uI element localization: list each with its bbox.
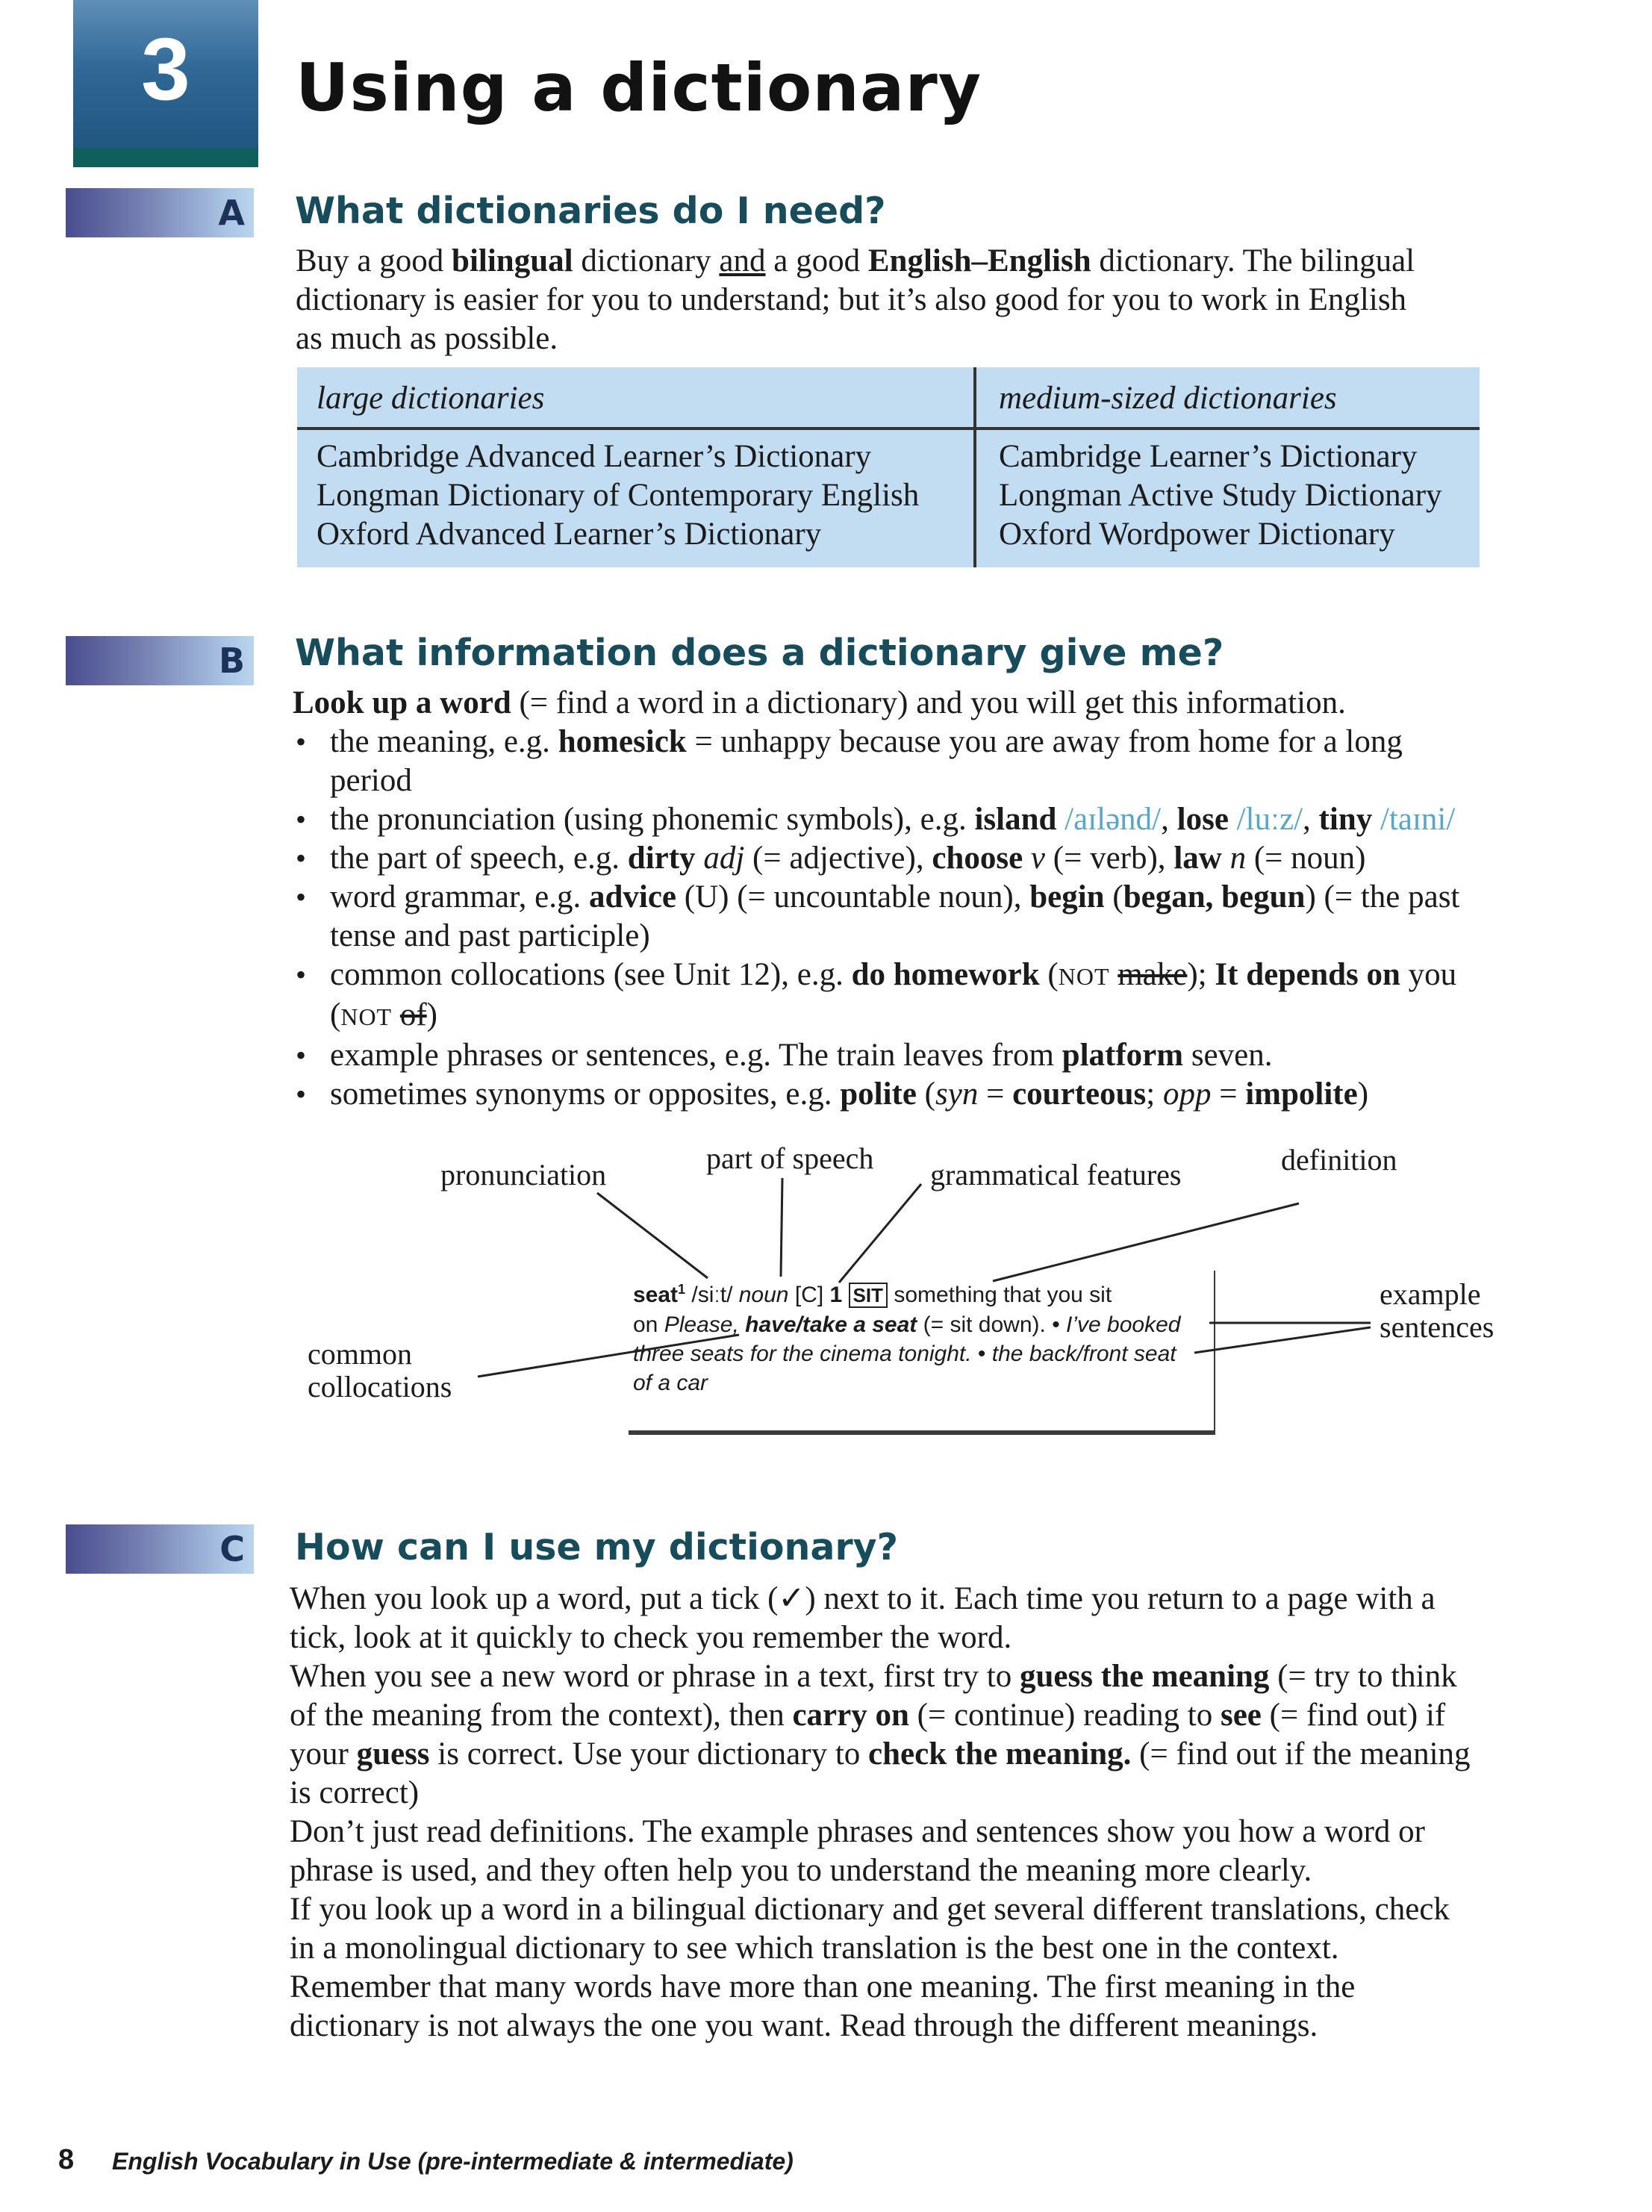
paragraph-4: If you look up a word in a bilingual dictionary and get several different translations, check in a monolingual dictionary to see which translation is the best one in the context.	[290, 1892, 1450, 1966]
dictionary-entry: seat$^1$ /siːt/ noun [C] 1 SIT something that you sit on Please, have/take a seat (= sit down). • I’ve booked three seats for the cinema tonight. • the back/front seat of a car	[633, 1282, 1181, 1395]
section-a-line-2: dictionary is easier for you to understand; but it’s also good for you to work in English	[296, 282, 1407, 317]
entry-headword: seat	[633, 1283, 679, 1307]
list-item: • the part of speech, e.g. dirty adj (= adjective), choose v (= verb), law n (= noun)	[293, 839, 1592, 878]
table-header-medium: medium-sized dictionaries	[999, 381, 1337, 416]
table-cell: Cambridge Advanced Learner’s Dictionary	[317, 439, 872, 474]
section-a-heading: What dictionaries do I need?	[295, 190, 886, 232]
table-cell: Longman Dictionary of Contemporary English	[317, 478, 920, 513]
table-cell: Cambridge Learner’s Dictionary	[999, 439, 1418, 474]
pointer-line	[993, 1203, 1299, 1281]
paragraph-3: Don’t just read definitions. The example phrases and sentences show you how a word or phrase is used, and they often help you to understand the meaning more clearly.	[290, 1814, 1425, 1888]
label-grammatical-features: grammatical features	[930, 1158, 1182, 1191]
unit-number: 3	[141, 20, 190, 119]
list-item: • the pronunciation (using phonemic symbols), e.g. island /aɪlənd/, lose /luːz/, tiny /taɪni/	[293, 800, 1592, 839]
pointer-line	[1194, 1327, 1371, 1353]
table-cell: Longman Active Study Dictionary	[999, 478, 1442, 513]
section-c-body	[290, 1580, 1603, 2046]
section-b-heading: What information does a dictionary give me?	[295, 632, 1224, 674]
list-item: • example phrases or sentences, e.g. The train leaves from platform seven.	[293, 1036, 1592, 1075]
list-item: • sometimes synonyms or opposites, e.g. polite (syn = courteous; opp = impolite)	[293, 1075, 1592, 1114]
table-cell: Oxford Wordpower Dictionary	[999, 517, 1395, 552]
pointer-line	[597, 1193, 708, 1278]
label-example-sentences: example sentences	[1380, 1277, 1494, 1344]
section-a-line-1: Buy a good bilingual dictionary and a good English–English dictionary. The bilingual	[296, 243, 1415, 278]
section-c-letter: C	[219, 1529, 245, 1569]
book-title: English Vocabulary in Use (pre-intermediate & intermediate)	[112, 2148, 794, 2175]
pointer-line	[781, 1178, 782, 1277]
list-item: • word grammar, e.g. advice (U) (= uncountable noun), begin (began, begun) (= the past tense and past participle)	[293, 878, 1592, 956]
label-pronunciation: pronunciation	[440, 1158, 607, 1191]
section-a-line-3: as much as possible.	[296, 321, 558, 356]
section-c-heading: How can I use my dictionary?	[295, 1526, 899, 1568]
section-a-letter: A	[218, 193, 245, 233]
pointer-line	[478, 1335, 739, 1377]
section-b-intro: Look up a word (= find a word in a dictionary) and you will get this information.	[293, 685, 1346, 720]
paragraph-2: When you see a new word or phrase in a text, first try to guess the meaning (= try to think of the meaning from the context), then carry on (= continue) reading to see (= find out) if your guess is correct. Use your dictionary to check the meaning. (= find out if the meaning is correct)	[290, 1659, 1471, 1810]
label-definition: definition	[1281, 1143, 1397, 1177]
paragraph-5: Remember that many words have more than one meaning. The first meaning in the dictionary is not always the one you want. Read through the different meanings.	[290, 1969, 1356, 2043]
section-b-letter: B	[218, 641, 245, 681]
table-header-large: large dictionaries	[317, 381, 545, 416]
label-common-collocations: common collocations	[308, 1337, 452, 1403]
table-cell: Oxford Advanced Learner’s Dictionary	[317, 517, 822, 552]
unit-title: Using a dictionary	[296, 49, 982, 126]
page-number: 8	[58, 2144, 75, 2175]
section-c-tab	[66, 1524, 254, 1574]
list-item: • common collocations (see Unit 12), e.g. do homework (NOT make); It depends on you (NOT of)	[293, 956, 1592, 1036]
pointer-line	[839, 1184, 921, 1283]
paragraph-1: When you look up a word, put a tick (✓) next to it. Each time you return to a page with a tick, look at it quickly to check you remember the word.	[290, 1581, 1436, 1655]
label-part-of-speech: part of speech	[706, 1141, 874, 1175]
list-item: • the meaning, e.g. homesick = unhappy because you are away from home for a long period	[293, 723, 1592, 800]
